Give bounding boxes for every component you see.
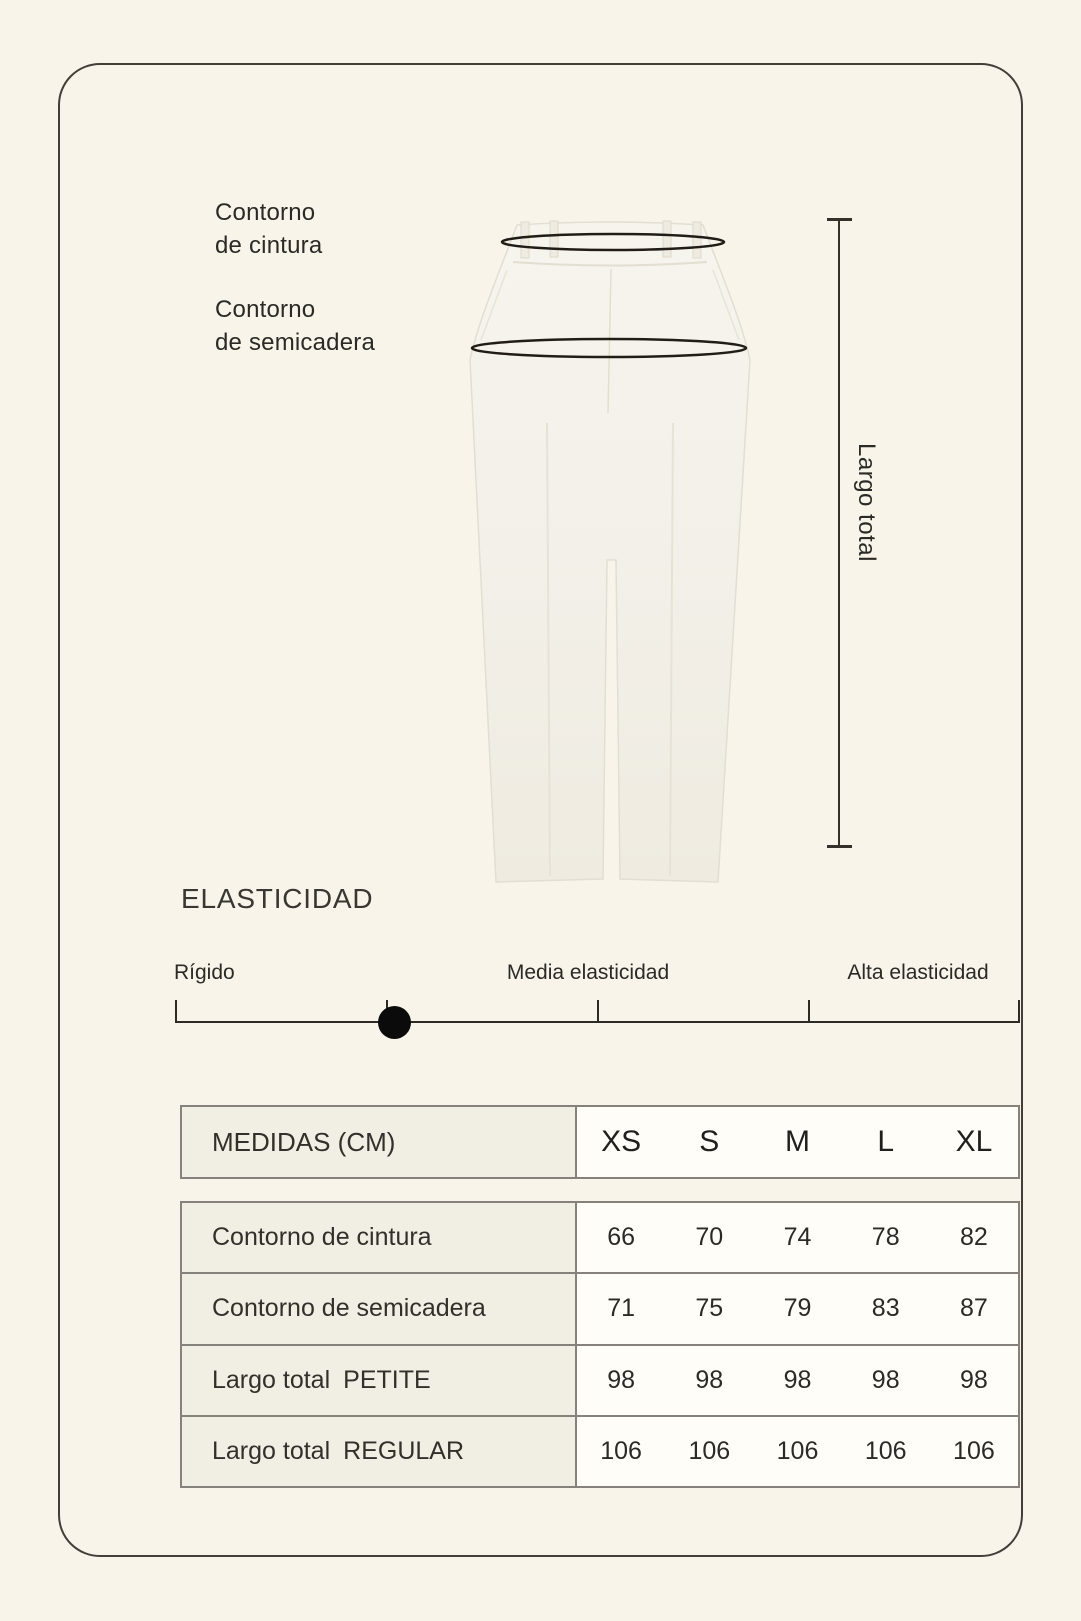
row-values: [577, 1203, 1018, 1272]
table-row: [182, 1415, 1018, 1486]
table-cell: 83: [871, 1294, 900, 1323]
elasticity-tick: [175, 1000, 177, 1023]
hip-measure-label-line1: Contorno: [215, 296, 316, 323]
table-cell: 74: [783, 1223, 812, 1252]
pants-illustration: [455, 208, 765, 892]
table-row: [182, 1344, 1018, 1415]
row-values: [577, 1346, 1018, 1415]
row-label-cell: [182, 1417, 577, 1486]
belt-loop: [550, 221, 558, 257]
elasticity-tick: [597, 1000, 599, 1023]
belt-loop: [521, 222, 529, 258]
row-label: Largo total: [212, 1365, 331, 1394]
row-label-cell: [182, 1203, 577, 1272]
row-label: Contorno de semicadera: [212, 1294, 486, 1323]
elasticity-title: ELASTICIDAD: [181, 883, 374, 914]
elasticity-label-medium: Media elasticidad: [506, 961, 670, 984]
elasticity-label-high: Alta elasticidad: [847, 961, 989, 984]
row-label-cell: [182, 1274, 577, 1343]
size-table-body: [180, 1201, 1020, 1488]
length-measure-line: [838, 220, 840, 848]
row-label-cell: [182, 1346, 577, 1415]
table-title-cell: [182, 1107, 577, 1177]
row-label: Contorno de cintura: [212, 1223, 432, 1252]
table-cell: 98: [871, 1365, 900, 1394]
table-cell: 106: [600, 1436, 642, 1465]
table-cell: 66: [607, 1223, 635, 1252]
elasticity-label-rigid: Rígido: [174, 961, 235, 984]
belt-loop: [663, 221, 671, 257]
table-cell: 75: [695, 1294, 724, 1323]
row-values: [577, 1417, 1018, 1486]
belt-loop: [693, 222, 701, 258]
elasticity-level-dot: [378, 1006, 411, 1039]
row-values: [577, 1274, 1018, 1343]
hip-measure-label: [215, 293, 375, 359]
elasticity-tick: [808, 1000, 810, 1023]
table-cell: 106: [688, 1436, 731, 1465]
row-variant: REGULAR: [343, 1436, 465, 1465]
size-header-xl: XL: [955, 1125, 993, 1158]
table-cell: 106: [953, 1436, 995, 1465]
size-guide-card: [58, 63, 1023, 1557]
table-cell: 98: [695, 1365, 724, 1394]
table-cell: 106: [776, 1436, 819, 1465]
row-label: Largo total: [212, 1436, 331, 1465]
table-row: [182, 1272, 1018, 1343]
size-columns: [577, 1107, 1018, 1177]
table-cell: 70: [695, 1223, 724, 1252]
table-cell: 79: [783, 1294, 812, 1323]
table-cell: 82: [960, 1223, 988, 1252]
size-header-s: S: [699, 1125, 720, 1158]
table-row: [182, 1203, 1018, 1272]
header-row: [182, 1107, 1018, 1177]
size-header-l: L: [877, 1125, 895, 1158]
row-variant: PETITE: [343, 1365, 431, 1394]
length-measure-label: Largo total: [853, 443, 880, 562]
table-cell: 78: [871, 1223, 900, 1252]
table-cell: 98: [783, 1365, 812, 1394]
length-line-bottom-cap: [827, 845, 852, 848]
table-cell: 98: [960, 1365, 988, 1394]
size-header-xs: XS: [601, 1125, 642, 1158]
hip-measure-label-line2: de semicadera: [215, 329, 376, 356]
table-title: MEDIDAS (CM): [212, 1126, 396, 1157]
elasticity-tick: [1018, 1000, 1020, 1023]
table-cell: 87: [960, 1294, 988, 1323]
size-table-header: [180, 1105, 1020, 1179]
size-header-m: M: [785, 1125, 810, 1158]
table-cell: 98: [607, 1365, 635, 1394]
table-cell: 106: [864, 1436, 907, 1465]
waist-measure-label: [215, 196, 322, 262]
waist-measure-label-line2: de cintura: [215, 232, 323, 259]
waist-measure-label-line1: Contorno: [215, 199, 316, 226]
table-cell: 71: [607, 1294, 635, 1323]
